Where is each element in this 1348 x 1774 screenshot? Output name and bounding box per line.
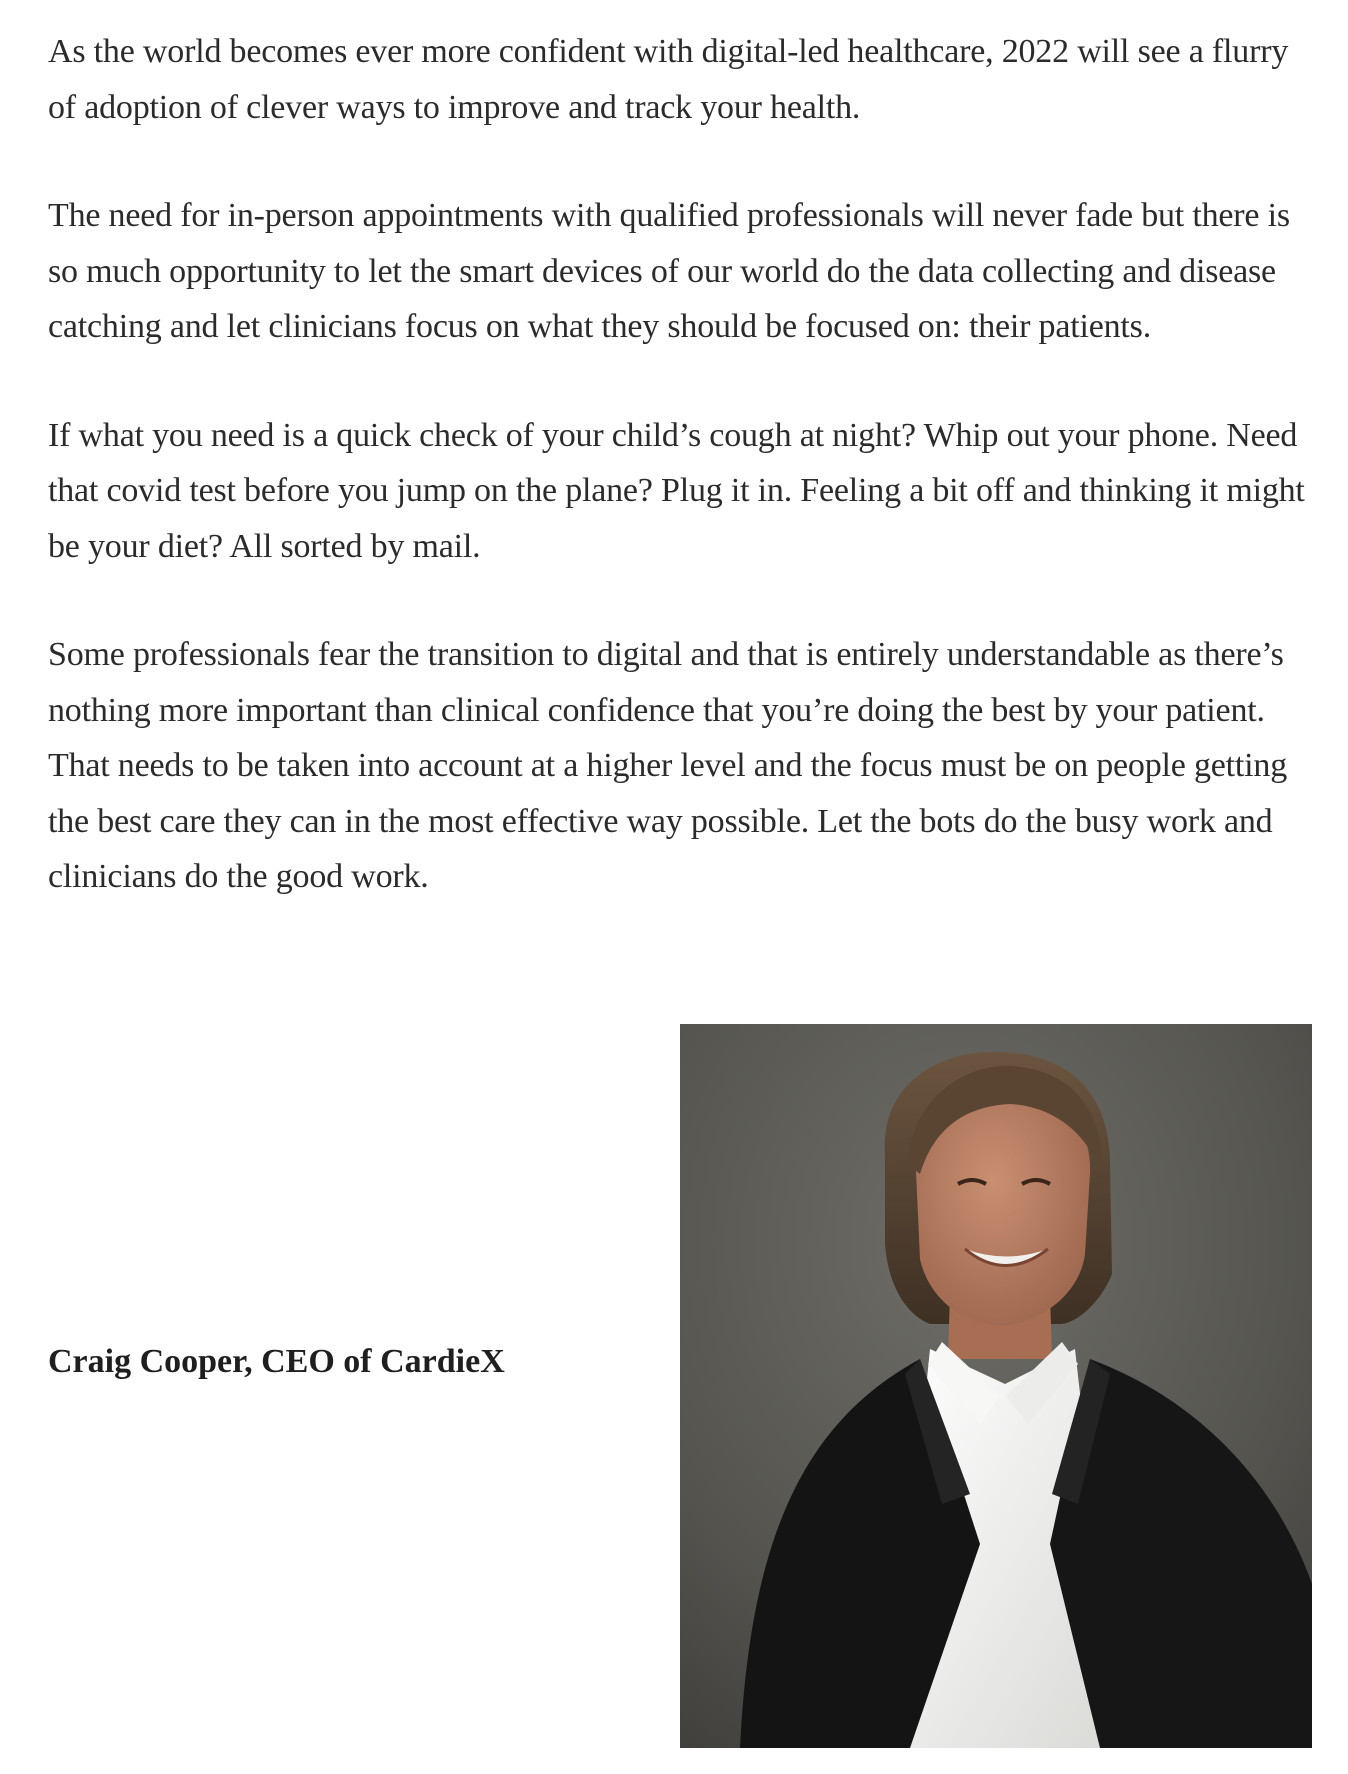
author-section bbox=[48, 1024, 1318, 1748]
paragraph-4: Some professionals fear the transition to digital and that is entirely understandable as there’s nothing more important than clinical confidence that you’re doing the best by your patient. That needs to be taken into account at a higher level and the focus must be on people getting the best care they can in the most effective way possible. Let the bots do the busy work and clinicians do the good work. bbox=[48, 636, 1288, 895]
article-body bbox=[48, 24, 1318, 1380]
paragraph-1: As the world becomes ever more confident with digital-led healthcare, 2022 will see a flurry of adoption of clever ways to improve and track your health. bbox=[48, 33, 1289, 126]
paragraph-2: The need for in-person appointments with qualified professionals will never fade but there is so much opportunity to let the smart devices of our world do the data collecting and disease catching and let clinicians focus on what they should be focused on: their patients. bbox=[48, 197, 1290, 345]
portrait-illustration bbox=[680, 1024, 1312, 1748]
author-portrait bbox=[680, 1024, 1312, 1748]
paragraph-3: If what you need is a quick check of your child’s cough at night? Whip out your phone. Need that covid test before you jump on the plane? Plug it in. Feeling a bit off and thinking it might be your diet? All sorted by mail. bbox=[48, 416, 1305, 565]
author-name: Craig Cooper, CEO of CardieX bbox=[48, 1343, 505, 1380]
